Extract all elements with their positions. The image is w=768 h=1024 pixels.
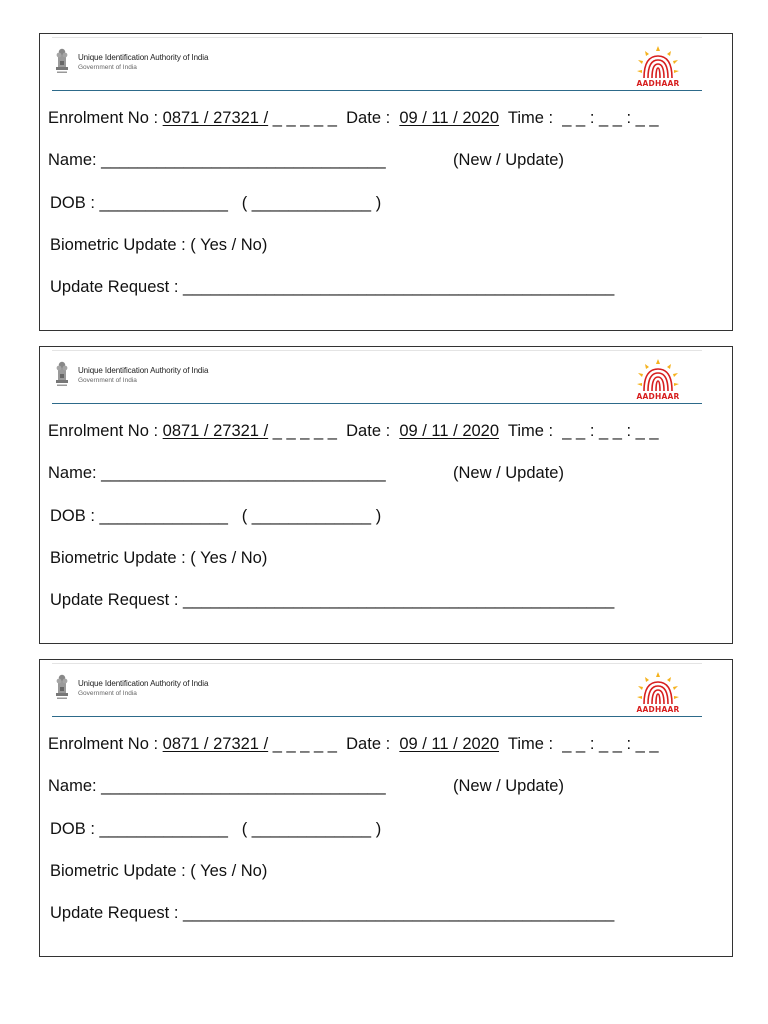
slip-header (40, 34, 732, 92)
enrolment-row (48, 108, 659, 128)
new-update-option: (New / Update) (453, 777, 564, 795)
header-divider (52, 90, 702, 91)
time-field: Time : _ _ : _ _ : _ _ (499, 109, 659, 127)
enrolment-label: Enrolment No : (48, 735, 163, 753)
dob-field: DOB : ______________ ( _____________ ) (50, 194, 382, 212)
biometric-update-field: Biometric Update : ( Yes / No) (50, 549, 268, 567)
name-field: Name: _______________________________ (48, 777, 386, 795)
date-value: 09 / 11 / 2020 (399, 109, 500, 127)
update-request-field: Update Request : _______________________________________________ (50, 591, 615, 609)
enrolment-number: 0871 / 27321 / (162, 422, 269, 440)
new-update-option: (New / Update) (453, 151, 564, 169)
slip-header (40, 347, 732, 405)
enrolment-slip-2 (39, 346, 733, 644)
enrolment-blank: _ _ _ _ _ (268, 422, 337, 440)
enrolment-number: 0871 / 27321 / (162, 109, 269, 127)
date-value: 09 / 11 / 2020 (399, 735, 500, 753)
date-label: Date : (336, 109, 400, 127)
time-field: Time : _ _ : _ _ : _ _ (499, 735, 659, 753)
name-field: Name: _______________________________ (48, 151, 386, 169)
time-field: Time : _ _ : _ _ : _ _ (499, 422, 659, 440)
header-top-line (52, 37, 702, 38)
aadhaar-logo-text: AADHAAR (636, 392, 680, 401)
national-emblem-icon (54, 669, 70, 701)
enrolment-row (48, 421, 659, 441)
header-top-line (52, 350, 702, 351)
header-divider (52, 716, 702, 717)
slip-header (40, 660, 732, 718)
enrolment-blank: _ _ _ _ _ (268, 109, 337, 127)
organization-block (78, 53, 208, 73)
aadhaar-logo-icon (633, 670, 683, 714)
name-field: Name: _______________________________ (48, 464, 386, 482)
enrolment-slip-1 (39, 33, 733, 331)
organization-name: Unique Identification Authority of India (78, 679, 209, 688)
enrolment-slip-3 (39, 659, 733, 957)
dob-field: DOB : ______________ ( _____________ ) (50, 820, 382, 838)
header-top-line (52, 663, 702, 664)
enrolment-number: 0871 / 27321 / (162, 735, 269, 753)
date-value: 09 / 11 / 2020 (399, 422, 500, 440)
national-emblem-icon (54, 356, 70, 388)
organization-name: Unique Identification Authority of India (78, 366, 209, 375)
aadhaar-logo-icon (633, 357, 683, 401)
new-update-option: (New / Update) (453, 464, 564, 482)
organization-block (78, 366, 208, 386)
enrolment-label: Enrolment No : (48, 422, 163, 440)
aadhaar-logo-text: AADHAAR (636, 79, 680, 88)
date-label: Date : (336, 422, 400, 440)
update-request-field: Update Request : _______________________________________________ (50, 904, 615, 922)
government-label: Government of India (78, 377, 137, 384)
biometric-update-field: Biometric Update : ( Yes / No) (50, 236, 268, 254)
enrolment-label: Enrolment No : (48, 109, 163, 127)
update-request-field: Update Request : _______________________________________________ (50, 278, 615, 296)
aadhaar-logo-icon (633, 44, 683, 88)
date-label: Date : (336, 735, 400, 753)
aadhaar-logo-text: AADHAAR (636, 705, 680, 714)
organization-name: Unique Identification Authority of India (78, 53, 209, 62)
government-label: Government of India (78, 64, 137, 71)
national-emblem-icon (54, 43, 70, 75)
biometric-update-field: Biometric Update : ( Yes / No) (50, 862, 268, 880)
enrolment-row (48, 734, 659, 754)
government-label: Government of India (78, 690, 137, 697)
organization-block (78, 679, 208, 699)
header-divider (52, 403, 702, 404)
enrolment-blank: _ _ _ _ _ (268, 735, 337, 753)
dob-field: DOB : ______________ ( _____________ ) (50, 507, 382, 525)
